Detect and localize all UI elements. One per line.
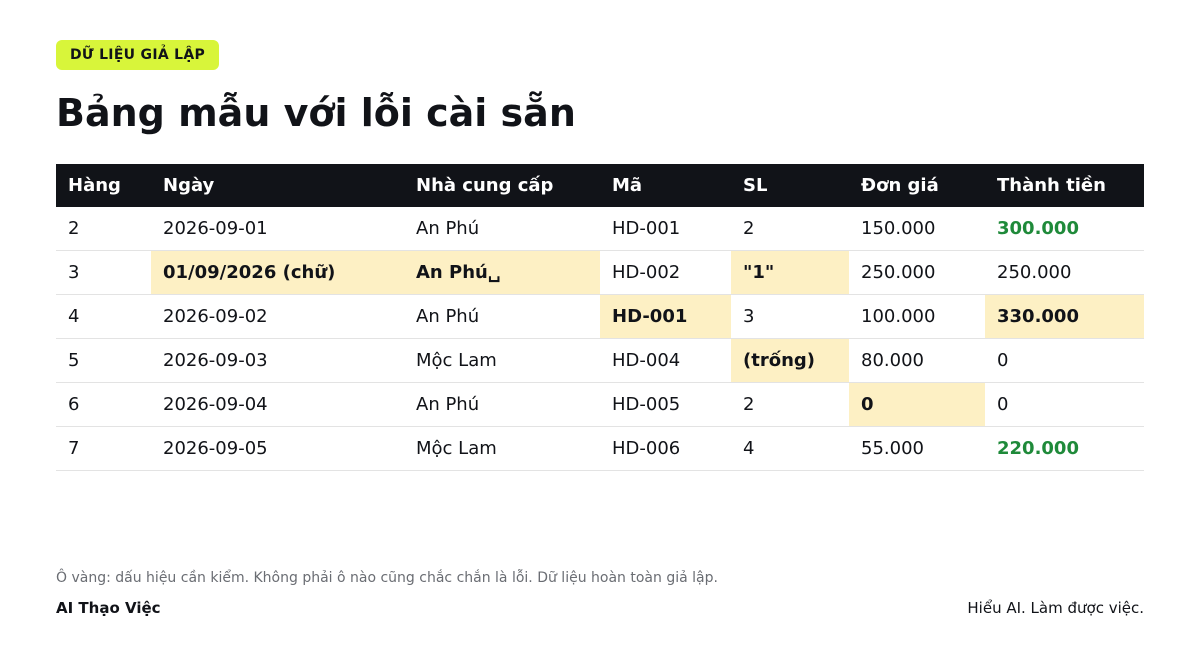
table-row bbox=[56, 339, 1144, 383]
cell-quantity: (trống) bbox=[731, 339, 849, 383]
cell-row-number: 5 bbox=[56, 339, 151, 383]
header-unit-price: Đơn giá bbox=[849, 164, 985, 207]
table-header bbox=[56, 164, 1144, 207]
cell-quantity: "1" bbox=[731, 251, 849, 295]
header-row bbox=[56, 164, 1144, 207]
cell-code: HD-005 bbox=[600, 383, 731, 427]
cell-supplier: An Phú␣ bbox=[404, 251, 600, 295]
header-date: Ngày bbox=[151, 164, 404, 207]
cell-row-number: 6 bbox=[56, 383, 151, 427]
cell-total: 220.000 bbox=[985, 427, 1144, 471]
table-row bbox=[56, 207, 1144, 251]
cell-unit-price: 100.000 bbox=[849, 295, 985, 339]
cell-date: 2026-09-03 bbox=[151, 339, 404, 383]
cell-supplier: Mộc Lam bbox=[404, 339, 600, 383]
cell-quantity: 4 bbox=[731, 427, 849, 471]
cell-total: 250.000 bbox=[985, 251, 1144, 295]
cell-date: 01/09/2026 (chữ) bbox=[151, 251, 404, 295]
cell-code: HD-002 bbox=[600, 251, 731, 295]
header-quantity: SL bbox=[731, 164, 849, 207]
cell-quantity: 2 bbox=[731, 383, 849, 427]
cell-supplier: An Phú bbox=[404, 383, 600, 427]
cell-code: HD-001 bbox=[600, 295, 731, 339]
table-row bbox=[56, 427, 1144, 471]
header-supplier: Nhà cung cấp bbox=[404, 164, 600, 207]
table-row bbox=[56, 251, 1144, 295]
cell-unit-price: 250.000 bbox=[849, 251, 985, 295]
simulated-data-badge: DỮ LIỆU GIẢ LẬP bbox=[56, 40, 219, 70]
header-row-number: Hàng bbox=[56, 164, 151, 207]
cell-unit-price: 55.000 bbox=[849, 427, 985, 471]
cell-date: 2026-09-02 bbox=[151, 295, 404, 339]
cell-supplier: An Phú bbox=[404, 295, 600, 339]
cell-quantity: 2 bbox=[731, 207, 849, 251]
cell-code: HD-006 bbox=[600, 427, 731, 471]
cell-unit-price: 150.000 bbox=[849, 207, 985, 251]
cell-total: 0 bbox=[985, 339, 1144, 383]
cell-total: 300.000 bbox=[985, 207, 1144, 251]
cell-row-number: 4 bbox=[56, 295, 151, 339]
legend-note: Ô vàng: dấu hiệu cần kiểm. Không phải ô nào cũng chắc chắn là lỗi. Dữ liệu hoàn toàn giả lập. bbox=[56, 570, 718, 586]
header-code: Mã bbox=[600, 164, 731, 207]
cell-code: HD-001 bbox=[600, 207, 731, 251]
cell-total: 0 bbox=[985, 383, 1144, 427]
cell-supplier: An Phú bbox=[404, 207, 600, 251]
cell-row-number: 7 bbox=[56, 427, 151, 471]
cell-date: 2026-09-05 bbox=[151, 427, 404, 471]
cell-date: 2026-09-04 bbox=[151, 383, 404, 427]
footer-brand: AI Thạo Việc bbox=[56, 599, 161, 617]
cell-unit-price: 0 bbox=[849, 383, 985, 427]
cell-code: HD-004 bbox=[600, 339, 731, 383]
cell-supplier: Mộc Lam bbox=[404, 427, 600, 471]
cell-unit-price: 80.000 bbox=[849, 339, 985, 383]
cell-row-number: 2 bbox=[56, 207, 151, 251]
table-body bbox=[56, 207, 1144, 471]
table-row bbox=[56, 383, 1144, 427]
cell-total: 330.000 bbox=[985, 295, 1144, 339]
table-row bbox=[56, 295, 1144, 339]
page-title: Bảng mẫu với lỗi cài sẵn bbox=[56, 91, 576, 135]
header-total: Thành tiền bbox=[985, 164, 1144, 207]
cell-date: 2026-09-01 bbox=[151, 207, 404, 251]
cell-row-number: 3 bbox=[56, 251, 151, 295]
data-table bbox=[56, 164, 1144, 471]
footer-tagline: Hiểu AI. Làm được việc. bbox=[967, 599, 1144, 617]
cell-quantity: 3 bbox=[731, 295, 849, 339]
